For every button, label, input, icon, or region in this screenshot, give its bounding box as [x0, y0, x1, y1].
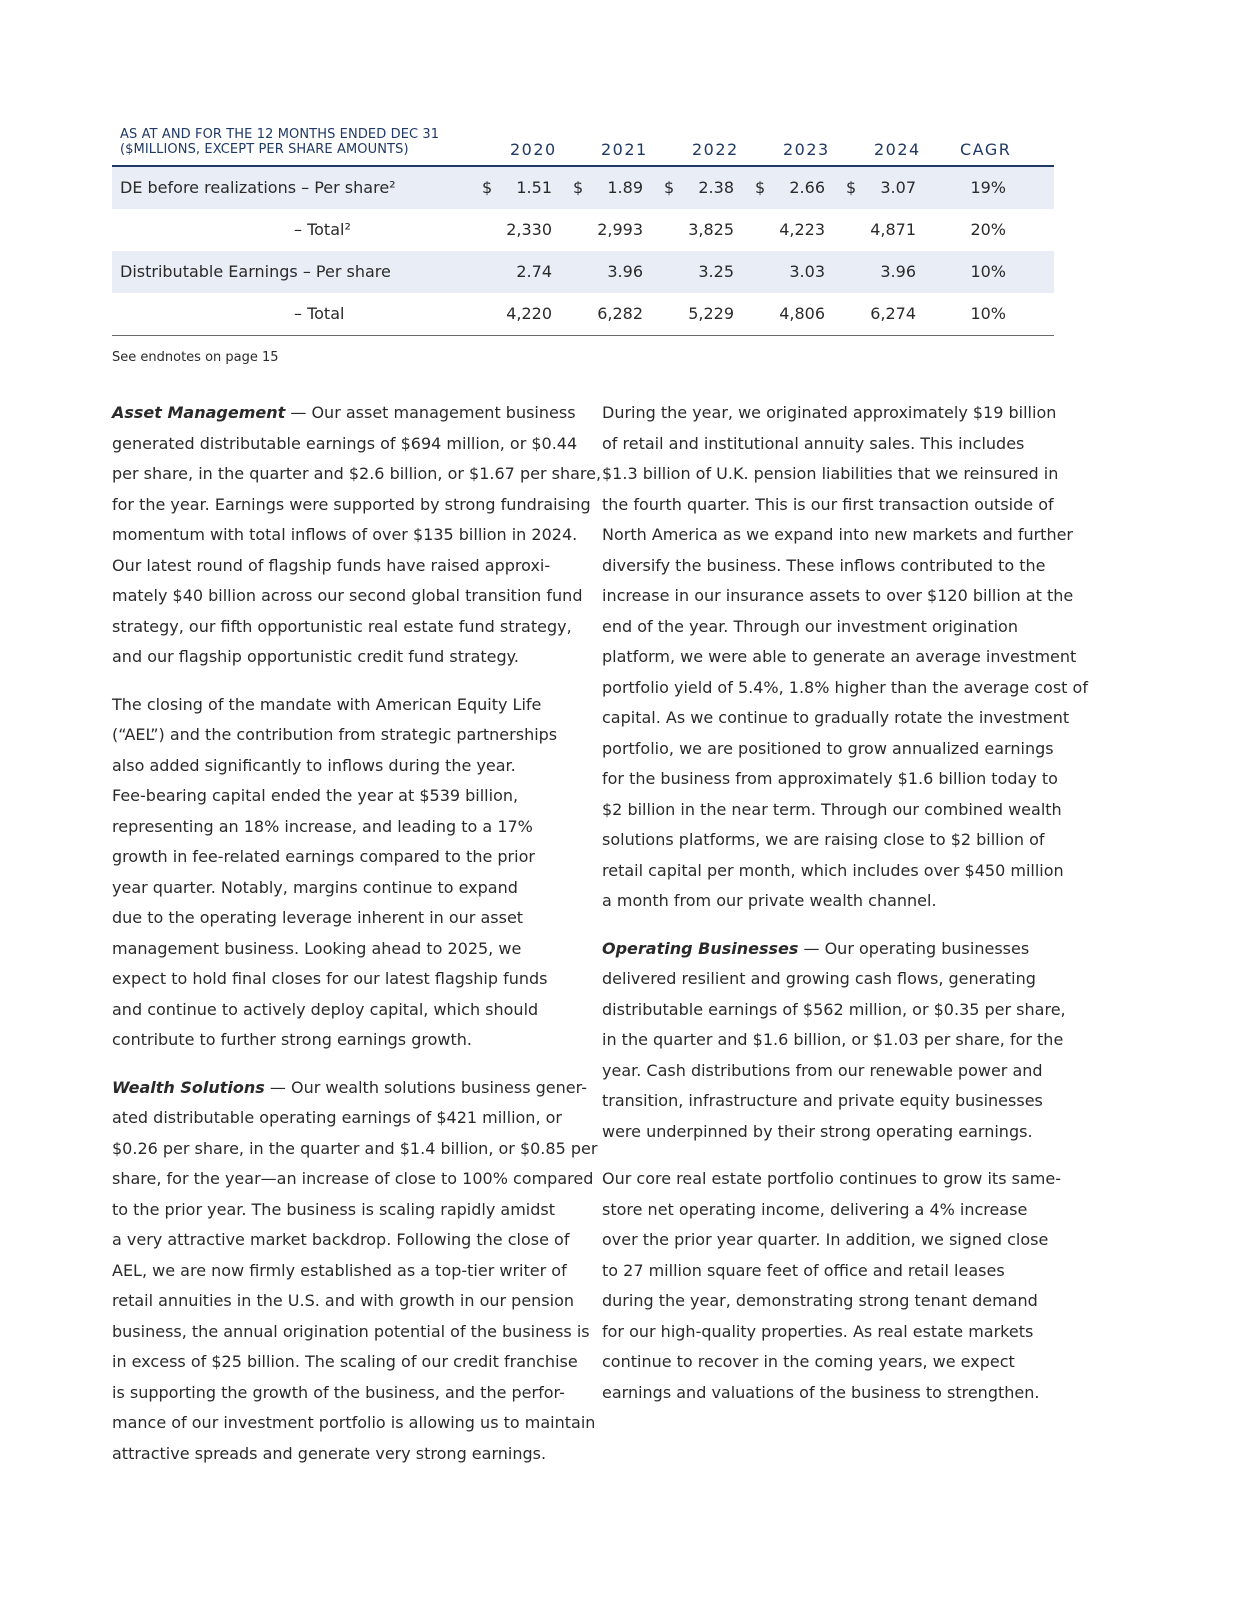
- row-label: Distributable Earnings – Per share: [120, 262, 391, 281]
- left-text-column: [112, 398, 602, 1486]
- text-line: Fee-bearing capital ended the year at $539 billion,: [112, 786, 519, 805]
- table-cell-cagr: 20%: [970, 220, 1006, 239]
- text-line: per share, in the quarter and $2.6 billion, or $1.67 per share,: [112, 464, 602, 483]
- table-cell: 3.25: [698, 262, 734, 281]
- text-line: retail annuities in the U.S. and with growth in our pension: [112, 1291, 575, 1310]
- text-line: for the year. Earnings were supported by strong fundraising: [112, 494, 591, 514]
- row-label: – Total: [294, 304, 345, 323]
- text-line: mance of our investment portfolio is allowing us to maintain: [112, 1413, 596, 1432]
- paragraph-lead: Asset Management: [112, 403, 286, 422]
- text-line: diversify the business. These inflows contributed to the: [602, 555, 1046, 575]
- table-cell: 3.03: [789, 262, 825, 281]
- table-cell: 3.07: [880, 178, 916, 197]
- text-line: platform, we were able to generate an average investment: [602, 647, 1077, 666]
- text-line: generated distributable earnings of $694 million, or $0.44: [112, 433, 578, 453]
- text-line: earnings and valuations of the business to strengthen.: [602, 1382, 1040, 1402]
- table-cell: 4,223: [779, 220, 825, 239]
- text-line: increase in our insurance assets to over $120 billion at the: [602, 586, 1074, 605]
- asset-management-paragraph: [112, 398, 602, 673]
- table-caption-line-2: ($MILLIONS, EXCEPT PER SHARE AMOUNTS): [120, 142, 409, 157]
- table-cell: 4,220: [506, 304, 552, 323]
- ael-paragraph: [112, 690, 582, 1056]
- table-cell: 6,282: [597, 304, 643, 323]
- text-line: management business. Looking ahead to 2025, we: [112, 938, 522, 958]
- text-line: ated distributable operating earnings of $421 million, or: [112, 1108, 562, 1127]
- table-cell: 2,330: [506, 220, 552, 239]
- table-cell: 2.38: [698, 178, 734, 197]
- endnote-reference: See endnotes on page 15: [112, 350, 279, 365]
- text-line: momentum with total inflows of over $135 billion in 2024.: [112, 525, 578, 544]
- text-line: in excess of $25 billion. The scaling of our credit franchise: [112, 1352, 578, 1371]
- table-cell-cagr: 10%: [970, 262, 1006, 281]
- text-line: for our high-quality properties. As real estate markets: [602, 1321, 1034, 1341]
- currency-symbol: $: [664, 178, 675, 197]
- text-line: — Our wealth solutions business gener-: [264, 1077, 587, 1097]
- wealth-solutions-paragraph: [112, 1073, 598, 1470]
- text-line: and our flagship opportunistic credit fund strategy.: [112, 647, 519, 666]
- text-line: — Our asset management business: [285, 403, 576, 422]
- text-line: North America as we expand into new markets and further: [602, 525, 1074, 544]
- currency-symbol: $: [755, 178, 766, 197]
- row-label: – Total²: [294, 220, 351, 239]
- text-line: for the business from approximately $1.6 billion today to: [602, 769, 1058, 788]
- text-line: growth in fee-related earnings compared to the prior: [112, 847, 535, 866]
- column-header-2024: 2024: [874, 140, 921, 159]
- financial-summary-table: [112, 125, 1054, 336]
- operating-businesses-paragraph: [602, 934, 1072, 1148]
- currency-symbol: $: [573, 178, 584, 197]
- text-line: a month from our private wealth channel.: [602, 891, 937, 910]
- text-line: to 27 million square feet of office and retail leases: [602, 1260, 1005, 1280]
- text-line: capital. As we continue to gradually rotate the investment: [602, 708, 1070, 727]
- table-cell: 2,993: [597, 220, 643, 239]
- text-line: business, the annual origination potential of the business is: [112, 1321, 590, 1341]
- table-cell-cagr: 19%: [970, 178, 1006, 197]
- column-header-2020: 2020: [510, 140, 557, 159]
- table-cell: 6,274: [870, 304, 916, 323]
- table-row: [112, 167, 1054, 209]
- text-line: share, for the year—an increase of close to 100% compared: [112, 1169, 594, 1188]
- text-line: $2 billion in the near term. Through our combined wealth: [602, 799, 1062, 819]
- text-line: AEL, we are now firmly established as a top-tier writer of: [112, 1260, 567, 1280]
- table-cell: 1.89: [607, 178, 643, 197]
- paragraph-lead: Wealth Solutions: [112, 1077, 265, 1097]
- text-line: solutions platforms, we are raising close to $2 billion of: [602, 830, 1045, 849]
- currency-symbol: $: [482, 178, 493, 197]
- text-line: over the prior year quarter. In addition, we signed close: [602, 1230, 1049, 1249]
- text-line: of retail and institutional annuity sales. This includes: [602, 433, 1025, 453]
- text-line: Our latest round of flagship funds have raised approxi-: [112, 555, 551, 575]
- table-header: [112, 125, 1054, 167]
- table-cell: 3.96: [607, 262, 643, 281]
- text-line: $1.3 billion of U.K. pension liabilities that we reinsured in: [602, 464, 1059, 483]
- table-cell: 2.66: [789, 178, 825, 197]
- text-line: transition, infrastructure and private equity businesses: [602, 1091, 1043, 1110]
- table-cell: 1.51: [516, 178, 552, 197]
- text-line: store net operating income, delivering a 4% increase: [602, 1199, 1028, 1219]
- table-row: [112, 209, 1054, 251]
- text-line: a very attractive market backdrop. Following the close of: [112, 1230, 570, 1249]
- table-cell: 5,229: [688, 304, 734, 323]
- text-line: continue to recover in the coming years, we expect: [602, 1352, 1015, 1371]
- real-estate-paragraph: [602, 1164, 1072, 1408]
- text-line: expect to hold final closes for our latest flagship funds: [112, 969, 548, 988]
- paragraph-lead: Operating Businesses: [602, 938, 799, 958]
- table-cell: 3.96: [880, 262, 916, 281]
- column-header-2021: 2021: [601, 140, 648, 159]
- text-line: — Our operating businesses: [798, 938, 1030, 958]
- table-caption: [120, 127, 439, 157]
- table-cell-cagr: 10%: [970, 304, 1006, 323]
- text-line: and continue to actively deploy capital, which should: [112, 999, 539, 1019]
- table-caption-line-1: AS AT AND FOR THE 12 MONTHS ENDED DEC 31: [120, 127, 440, 142]
- text-line: attractive spreads and generate very strong earnings.: [112, 1443, 547, 1463]
- text-line: retail capital per month, which includes over $450 million: [602, 860, 1064, 880]
- text-line: During the year, we originated approximately $19 billion: [602, 403, 1057, 422]
- text-line: year. Cash distributions from our renewable power and: [602, 1060, 1043, 1080]
- row-label: DE before realizations – Per share²: [120, 178, 396, 197]
- table-row: [112, 293, 1054, 336]
- text-line: Our core real estate portfolio continues to grow its same-: [602, 1169, 1061, 1188]
- text-line: were underpinned by their strong operating earnings.: [602, 1121, 1033, 1141]
- text-line: end of the year. Through our investment origination: [602, 616, 1018, 636]
- table-cell: 3,825: [688, 220, 734, 239]
- table-cell: 4,806: [779, 304, 825, 323]
- text-line: portfolio yield of 5.4%, 1.8% higher than the average cost of: [602, 677, 1088, 697]
- text-line: portfolio, we are positioned to grow annualized earnings: [602, 738, 1054, 758]
- text-line: contribute to further strong earnings growth.: [112, 1030, 472, 1049]
- text-line: to the prior year. The business is scaling rapidly amidst: [112, 1199, 556, 1219]
- text-line: year quarter. Notably, margins continue to expand: [112, 877, 518, 897]
- text-line: The closing of the mandate with American Equity Life: [112, 694, 542, 714]
- text-line: the fourth quarter. This is our first transaction outside of: [602, 494, 1054, 514]
- text-line: representing an 18% increase, and leading to a 17%: [112, 816, 533, 836]
- origination-paragraph: [602, 398, 1088, 917]
- text-line: is supporting the growth of the business, and the perfor-: [112, 1382, 565, 1402]
- text-line: $0.26 per share, in the quarter and $1.4 billion, or $0.85 per: [112, 1138, 598, 1158]
- text-line: strategy, our fifth opportunistic real estate fund strategy,: [112, 616, 572, 636]
- column-header-2023: 2023: [783, 140, 830, 159]
- text-line: distributable earnings of $562 million, or $0.35 per share,: [602, 999, 1066, 1019]
- table-cell: 4,871: [870, 220, 916, 239]
- text-line: during the year, demonstrating strong tenant demand: [602, 1291, 1038, 1310]
- currency-symbol: $: [846, 178, 857, 197]
- column-header-cagr: CAGR: [960, 140, 1012, 159]
- table-cell: 2.74: [516, 262, 552, 281]
- right-text-column: [602, 398, 1088, 1425]
- text-line: due to the operating leverage inherent in our asset: [112, 908, 524, 927]
- text-line: in the quarter and $1.6 billion, or $1.03 per share, for the: [602, 1030, 1064, 1049]
- column-header-2022: 2022: [692, 140, 739, 159]
- text-line: also added significantly to inflows during the year.: [112, 755, 516, 775]
- text-line: (“AEL”) and the contribution from strategic partnerships: [112, 725, 558, 744]
- text-line: mately $40 billion across our second global transition fund: [112, 586, 583, 605]
- text-line: delivered resilient and growing cash flows, generating: [602, 969, 1036, 988]
- table-row: [112, 251, 1054, 293]
